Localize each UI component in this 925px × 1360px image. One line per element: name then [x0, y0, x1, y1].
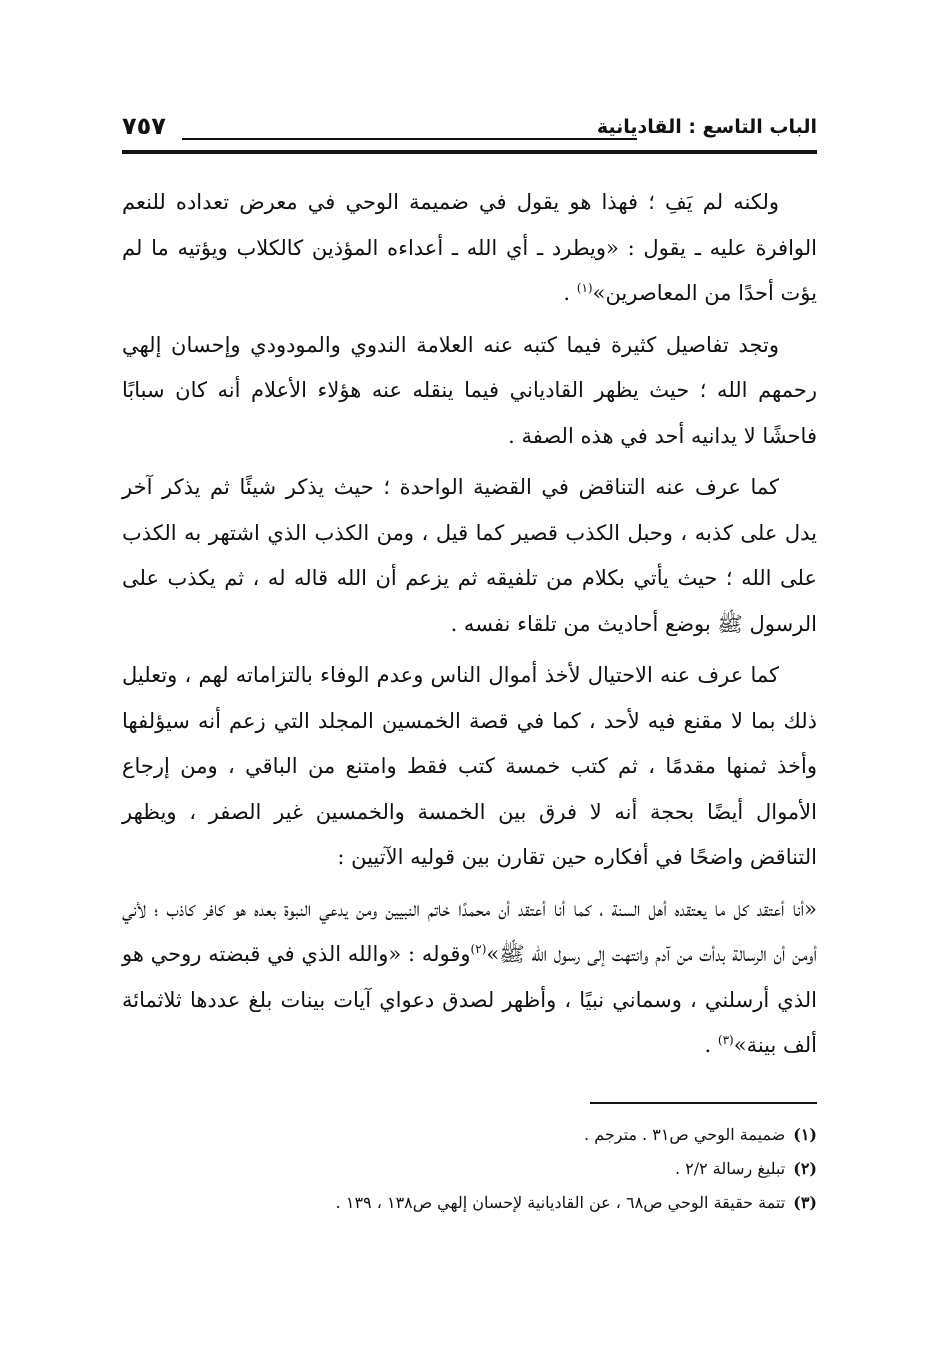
footnote-number: (٢) [793, 1159, 817, 1178]
running-header [122, 112, 817, 152]
footnotes [122, 1118, 817, 1220]
paragraph-text: «أنا أعتقد كل ما يعتقده أهل السنة ، كما أنا أعتقد أن محمدًا خاتم النبيين ومن يدعي النبوة بعده هو كافر كاذب ؛ لأني أومن أن الرسالة بدأت من آدم وانتهت إلى رسول الله ﷺ» [122, 896, 817, 966]
footnote-ref: (١) [576, 281, 593, 295]
paragraph-text: وتجد تفاصيل كثيرة فيما كتبه عنه العلامة الندوي والمودودي وإحسان إلهي رحمهم الله ؛ حيث يظهر القادياني فيما ينقله عنه هؤلاء الأعلام أنه كان سبابًا فاحشًا لا يدانيه أحد في هذه الصفة . [122, 332, 817, 448]
paragraph [122, 653, 817, 881]
paragraph [122, 465, 817, 647]
footnote-number: (١) [793, 1125, 817, 1144]
header-divider [122, 150, 817, 154]
paragraph-text: كما عرف عنه الاحتيال لأخذ أموال الناس وعدم الوفاء بالتزاماته لهم ، وتعليل ذلك بما لا مقنع فيه لأحد ، كما في قصة الخمسين المجلد التي زعم أنه سيؤلفها وأخذ ثمنها مقدمًا ، ثم كتب خمسة كتب فقط وامتنع من الباقي ، ومن إرجاع الأموال أيضًا بحجة أنه لا فرق بين الخمسة والخمسين غير الصفر ، ويظهر التناقض واضحًا في أفكاره حين تقارن بين قوليه الآتيين : [122, 663, 817, 869]
paragraph-tail: . [704, 1033, 718, 1057]
paragraph-text: كما عرف عنه التناقض في القضية الواحدة ؛ حيث يذكر شيئًا ثم يذكر آخر يدل على كذبه ، وحبل الكذب قصير كما قيل ، ومن الكذب الذي اشتهر به الكذب على الله ؛ حيث يأتي بكلام من تلفيقه ثم يزعم أن الله قاله له ، ثم يكذب على الرسول ﷺ بوضع أحاديث من تلقاء نفسه . [122, 475, 817, 636]
paragraph-text: ولكنه لم يَفِ ؛ فهذا هو يقول في ضميمة الوحي في معرض تعداده للنعم الوافرة عليه ـ يقول : «ويطرد ـ أي الله ـ أعداءه المؤذين كالكلاب ويؤتيه ما لم يؤت أحدًا من المعاصرين» [122, 190, 817, 305]
paragraph [122, 323, 817, 460]
footnote-text: تبليغ رسالة ٢/٢ . [674, 1159, 786, 1178]
paragraph [122, 180, 817, 317]
footnote [122, 1186, 817, 1220]
page-number: ٧٥٧ [122, 112, 166, 140]
footnote-number: (٣) [793, 1193, 817, 1212]
footnote-ref: (٢) [470, 942, 487, 956]
header-rule [182, 138, 637, 140]
paragraph [122, 887, 817, 1069]
paragraph-tail: وقوله : «والله الذي في قبضته روحي هو الذي أرسلني ، وسماني نبيًا ، وأظهر لصدق دعواي آيات بينات بلغ عددها ثلاثمائة ألف بينة» [122, 942, 817, 1057]
footnote-text: ضميمة الوحي ص٣١ . مترجم . [584, 1125, 786, 1144]
main-text [122, 180, 817, 1075]
footnote [122, 1152, 817, 1186]
footnote-separator [590, 1102, 817, 1104]
footnote-text: تتمة حقيقة الوحي ص٦٨ ، عن القاديانية لإحسان إلهي ص١٣٨ ، ١٣٩ . [335, 1193, 786, 1212]
chapter-title: الباب التاسع : القاديانية [596, 116, 817, 138]
footnote-ref: (٣) [717, 1033, 734, 1047]
paragraph-tail: . [563, 281, 577, 305]
footnote [122, 1118, 817, 1152]
